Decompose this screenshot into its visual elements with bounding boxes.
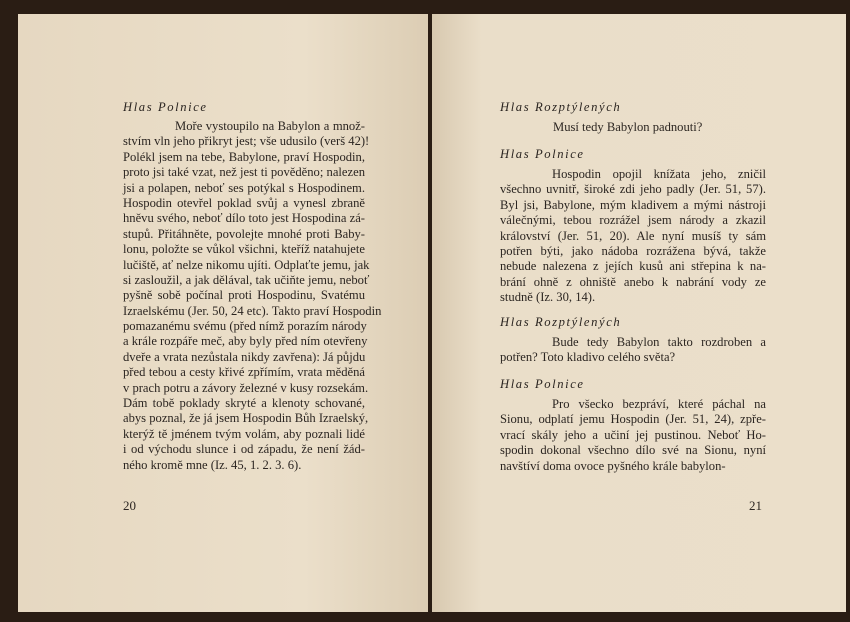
left-page (18, 14, 428, 612)
text-line: proto jsi také vzat, než jest ti pověděno; nalezen (123, 165, 365, 180)
text-line: ného kromě mne (Iz. 45, 1. 2. 3. 6). (123, 457, 302, 472)
body-text (123, 119, 382, 473)
text-line: pomazanému svému (před nímž porazím národy (123, 319, 367, 334)
text-line: spodin dokonal všechno dílo své na Sionu, nyní (500, 443, 766, 458)
text-line: si zasloužil, a jak dělával, tak učiňte jemu, neboť (123, 272, 370, 287)
text-line: lučiště, ať nelze nikomu ujíti. Odplaťte jemu, jak (123, 257, 370, 272)
text-line: Polékl jsem na tebe, Babylone, praví Hospodin, (123, 149, 365, 164)
text-line: lonu, položte se vůkol všichni, kteříž natahujete (123, 242, 365, 257)
page-number: 20 (123, 498, 136, 513)
text-line: Dám tobě poklady skryté a klenoty schované, (123, 396, 365, 411)
text-line: Bude tedy Babylon takto rozdroben a (552, 335, 766, 349)
text-line: a krále rozpáře meč, aby byly před ním otevřeny (123, 334, 368, 349)
text-line: v prach potru a závory železné v kusy rozsekám. (123, 380, 369, 395)
body-text (553, 120, 702, 135)
text-line: jsi a polapen, neboť ses potýkal s Hospodinem. (123, 180, 365, 195)
text-line: Moře vystoupilo na Babylon a množ- (175, 119, 365, 133)
text-line: všechno uvnitř, široké zdi jeho padly (Jer. 51, 57). (500, 182, 766, 197)
section-heading: Hlas Polnice (500, 147, 585, 161)
body-text (500, 397, 766, 474)
text-line: studně (Iz. 30, 14). (500, 290, 596, 305)
text-line: brání ohně z ohniště anebo k nabrání vody ze (500, 274, 766, 289)
text-line: stupů. Přitáhněte, povolejte mnohé proti Baby- (123, 226, 365, 241)
text-line: Musí tedy Babylon padnouti? (553, 120, 703, 134)
text-line: válečnými, tebou rozrážel jsem národy a zkazil (500, 213, 766, 228)
text-line: hněvu svého, neboť dílo toto jest Hospodina zá- (123, 211, 365, 226)
body-text (500, 167, 766, 306)
body-text (500, 335, 766, 366)
page-number: 21 (749, 498, 762, 513)
text-line: kterýž tě jménem tvým volám, aby poznali lidé (123, 426, 365, 441)
text-line: Izraelskému (Jer. 50, 24 etc). Takto praví Hospodin (123, 303, 382, 318)
text-line: Hospodin opojil knížata jeho, zničil (552, 167, 766, 181)
text-line: stvím vln jeho přikryt jest; vše udusilo (verš 42)! (123, 134, 370, 149)
section-heading: Hlas Rozptýlených (500, 100, 622, 114)
text-line: dveře a vrata nezůstala nikdy zavřena): Já půjdu (123, 349, 366, 364)
text-line: nebude nalezena z jejích kusů ani střepina k na- (500, 259, 766, 274)
right-page (432, 14, 846, 612)
text-line: Byl jsi, Babylone, mým kladivem a mými nástroji (500, 197, 766, 212)
text-line: navštíví doma ovoce pyšného krále babylon- (500, 458, 726, 473)
text-line: před tebou a cesty křivé zpřímím, vrata měděná (123, 365, 365, 380)
section-heading: Hlas Rozptýlených (500, 315, 622, 329)
text-line: i od východu slunce i od západu, že není žád- (123, 442, 365, 457)
text-line: království (Jer. 51, 20). Ale nyní musíš ty sám (500, 228, 766, 243)
text-line: potřen? Toto kladivo celého světa? (500, 350, 676, 365)
text-line: vrací skály jeho a učiní jej pustinou. Neboť Ho- (500, 427, 766, 442)
text-line: Sionu, odplatí jemu Hospodin (Jer. 51, 24), zpře- (500, 412, 766, 427)
text-line: pyšně sobě počínal proti Hospodinu, Svatému (123, 288, 365, 303)
section-heading: Hlas Polnice (500, 377, 585, 391)
text-line: abys poznal, že já jsem Hospodin Bůh Izraelský, (123, 411, 369, 426)
text-line: Hospodin otevřel poklad svůj a vynesl zbraně (123, 195, 365, 210)
text-line: potřen býti, jako nádoba rozrážena bývá, takže (500, 243, 766, 258)
section-heading: Hlas Polnice (123, 100, 208, 114)
text-line: Pro všecko bezpráví, které páchal na (552, 397, 766, 411)
